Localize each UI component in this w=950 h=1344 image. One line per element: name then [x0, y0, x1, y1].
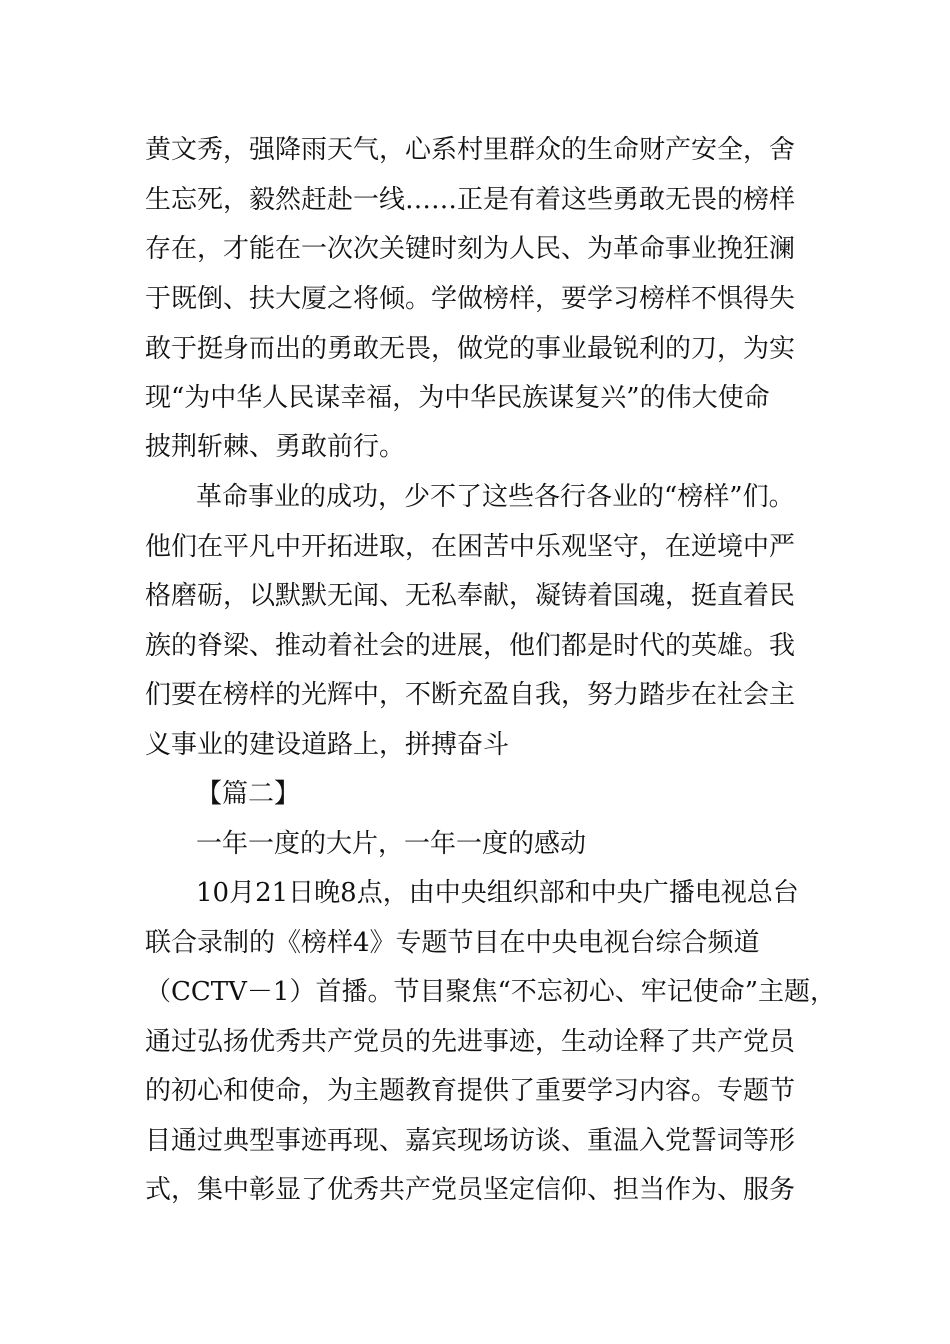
body-text-line: 们要在榜样的光辉中，不断充盈自我，努力踏步在社会主 [145, 680, 796, 710]
body-text-line: 通过弘扬优秀共产党员的先进事迹，生动诠释了共产党员 [145, 1027, 796, 1057]
paragraph-first-line: 10月21日晚8点，由中央组织部和中央广播电视总台 [196, 878, 799, 908]
body-text-line: 他们在平凡中开拓进取，在困苦中乐观坚守，在逆境中严 [145, 532, 796, 562]
body-text-line: 联合录制的《榜样4》专题节目在中央电视台综合频道 [145, 928, 760, 958]
body-text-line: 生忘死，毅然赶赴一线……正是有着这些勇敢无畏的榜样 [145, 185, 796, 215]
body-text-line: 现“为中华人民谋幸福，为中华民族谋复兴”的伟大使命 [145, 383, 770, 413]
body-text-line: 式，集中彰显了优秀共产党员坚定信仰、担当作为、服务 [145, 1175, 796, 1205]
body-text-line: 族的脊梁、推动着社会的进展，他们都是时代的英雄。我 [145, 631, 796, 661]
body-text-line: 义事业的建设道路上，拼搏奋斗 [145, 730, 510, 760]
body-text-line: 黄文秀，强降雨天气，心系村里群众的生命财产安全，舍 [145, 135, 796, 165]
body-text-line: 目通过典型事迹再现、嘉宾现场访谈、重温入党誓词等形 [145, 1126, 796, 1156]
body-text-line: （CCTV－1）首播。节目聚焦“不忘初心、牢记使命”主题， [145, 977, 837, 1007]
body-text-line: 于既倒、扶大厦之将倾。学做榜样，要学习榜样不惧得失 [145, 284, 796, 314]
paragraph-first-line: 一年一度的大片，一年一度的感动 [196, 829, 587, 859]
body-text-line: 存在，才能在一次次关键时刻为人民、为革命事业挽狂澜 [145, 234, 796, 264]
body-text-line: 的初心和使命，为主题教育提供了重要学习内容。专题节 [145, 1076, 796, 1106]
body-text-line: 敢于挺身而出的勇敢无畏，做党的事业最锐利的刀，为实 [145, 334, 796, 364]
body-text-line: 格磨砺，以默默无闻、无私奉献，凝铸着国魂，挺直着民 [145, 581, 796, 611]
paragraph-first-line: 革命事业的成功，少不了这些各行各业的“榜样”们。 [196, 482, 795, 512]
body-text-line: 披荆斩棘、勇敢前行。 [145, 432, 406, 462]
section-heading: 【篇二】 [196, 779, 301, 809]
